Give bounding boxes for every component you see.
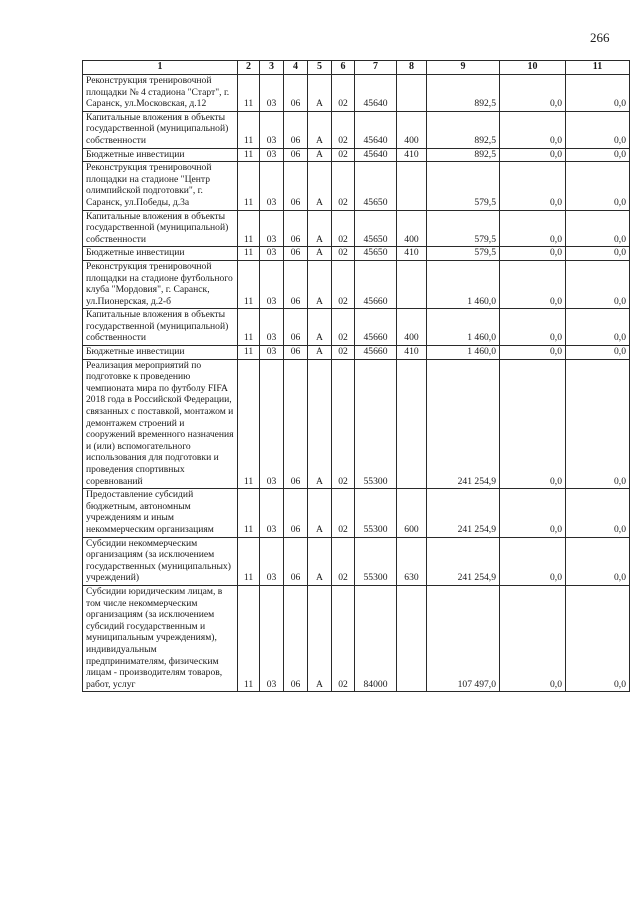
row-description: Реконструкция тренировочной площадки на стадионе футбольного клуба "Мордовия", г. Саранск, ул.Пионерская, д.2-б — [83, 260, 238, 308]
col-2-code: 11 — [238, 585, 260, 691]
table-row — [83, 489, 630, 537]
row-description: Реализация мероприятий по подготовке к проведению чемпионата мира по футболу FIFA 2018 года в Российской Федерации, связанных с поставкой, монтажом и демонтажем строений и сооружений временного назначения и (или) вспомогательного использования для подготовки и проведения спортивных соревнований — [83, 359, 238, 489]
col-11-amount: 0,0 — [566, 489, 630, 537]
col-5-code: А — [308, 111, 332, 148]
col-11-amount: 0,0 — [566, 346, 630, 360]
col-5-code: А — [308, 210, 332, 247]
col-9-amount: 892,5 — [427, 148, 500, 162]
row-description: Предоставление субсидий бюджетным, автономным учреждениям и иным некоммерческим организациям — [83, 489, 238, 537]
col-2-code: 11 — [238, 346, 260, 360]
col-3-code: 03 — [260, 359, 284, 489]
col-8-code: 410 — [397, 346, 427, 360]
col-7-code: 45640 — [355, 75, 397, 112]
table-row — [83, 359, 630, 489]
col-2-code: 11 — [238, 210, 260, 247]
col-7-code: 84000 — [355, 585, 397, 691]
col-8-code: 600 — [397, 489, 427, 537]
table-row — [83, 75, 630, 112]
col-9-amount: 1 460,0 — [427, 346, 500, 360]
col-4-code: 06 — [284, 537, 308, 585]
col-8-code — [397, 359, 427, 489]
col-6-code: 02 — [332, 359, 355, 489]
col-4-code: 06 — [284, 210, 308, 247]
table-row — [83, 210, 630, 247]
col-2-code: 11 — [238, 75, 260, 112]
col-10-amount: 0,0 — [500, 210, 566, 247]
col-9-amount: 241 254,9 — [427, 537, 500, 585]
col-9-amount: 107 497,0 — [427, 585, 500, 691]
col-11-amount: 0,0 — [566, 210, 630, 247]
col-8-code: 400 — [397, 210, 427, 247]
row-description: Капитальные вложения в объекты государственной (муниципальной) собственности — [83, 111, 238, 148]
col-5-code: А — [308, 585, 332, 691]
col-7-code: 45650 — [355, 162, 397, 210]
col-6-code: 02 — [332, 260, 355, 308]
column-header: 7 — [355, 61, 397, 75]
col-5-code: А — [308, 148, 332, 162]
col-4-code: 06 — [284, 359, 308, 489]
col-3-code: 03 — [260, 537, 284, 585]
col-10-amount: 0,0 — [500, 309, 566, 346]
table-row — [83, 260, 630, 308]
col-4-code: 06 — [284, 247, 308, 261]
column-header: 8 — [397, 61, 427, 75]
col-8-code: 400 — [397, 111, 427, 148]
col-11-amount: 0,0 — [566, 260, 630, 308]
col-11-amount: 0,0 — [566, 75, 630, 112]
col-6-code: 02 — [332, 585, 355, 691]
table-row — [83, 537, 630, 585]
col-10-amount: 0,0 — [500, 489, 566, 537]
col-2-code: 11 — [238, 111, 260, 148]
col-6-code: 02 — [332, 247, 355, 261]
col-6-code: 02 — [332, 148, 355, 162]
col-10-amount: 0,0 — [500, 75, 566, 112]
row-description: Реконструкция тренировочной площадки № 4 стадиона "Старт", г. Саранск, ул.Московская, д.12 — [83, 75, 238, 112]
col-2-code: 11 — [238, 359, 260, 489]
col-11-amount: 0,0 — [566, 359, 630, 489]
table-row — [83, 111, 630, 148]
col-5-code: А — [308, 359, 332, 489]
col-2-code: 11 — [238, 309, 260, 346]
column-header: 10 — [500, 61, 566, 75]
col-11-amount: 0,0 — [566, 162, 630, 210]
col-9-amount: 1 460,0 — [427, 309, 500, 346]
row-description: Бюджетные инвестиции — [83, 346, 238, 360]
col-9-amount: 579,5 — [427, 162, 500, 210]
col-9-amount: 892,5 — [427, 75, 500, 112]
col-11-amount: 0,0 — [566, 247, 630, 261]
col-8-code — [397, 585, 427, 691]
column-header: 5 — [308, 61, 332, 75]
row-description: Субсидии юридическим лицам, в том числе некоммерческим организациям (за исключением субсидий государственным и муниципальным учреждениям), индивидуальным предпринимателям, физическим лицам - производителям товаров, работ, услуг — [83, 585, 238, 691]
table-row — [83, 346, 630, 360]
col-11-amount: 0,0 — [566, 148, 630, 162]
col-2-code: 11 — [238, 162, 260, 210]
col-9-amount: 1 460,0 — [427, 260, 500, 308]
col-10-amount: 0,0 — [500, 346, 566, 360]
col-8-code — [397, 260, 427, 308]
col-3-code: 03 — [260, 585, 284, 691]
table-header-row — [83, 61, 630, 75]
col-3-code: 03 — [260, 260, 284, 308]
col-4-code: 06 — [284, 260, 308, 308]
col-5-code: А — [308, 309, 332, 346]
table-row — [83, 309, 630, 346]
table-row — [83, 585, 630, 691]
col-3-code: 03 — [260, 346, 284, 360]
column-header: 3 — [260, 61, 284, 75]
col-7-code: 45640 — [355, 148, 397, 162]
col-5-code: А — [308, 537, 332, 585]
column-header: 4 — [284, 61, 308, 75]
col-4-code: 06 — [284, 162, 308, 210]
table-row — [83, 247, 630, 261]
row-description: Капитальные вложения в объекты государственной (муниципальной) собственности — [83, 210, 238, 247]
table-row — [83, 148, 630, 162]
col-5-code: А — [308, 162, 332, 210]
column-header: 11 — [566, 61, 630, 75]
column-header: 9 — [427, 61, 500, 75]
col-8-code — [397, 75, 427, 112]
table-row — [83, 162, 630, 210]
col-9-amount: 579,5 — [427, 210, 500, 247]
col-4-code: 06 — [284, 585, 308, 691]
col-7-code: 55300 — [355, 359, 397, 489]
col-2-code: 11 — [238, 247, 260, 261]
column-header: 6 — [332, 61, 355, 75]
col-3-code: 03 — [260, 75, 284, 112]
column-header: 1 — [83, 61, 238, 75]
col-11-amount: 0,0 — [566, 585, 630, 691]
col-10-amount: 0,0 — [500, 111, 566, 148]
col-6-code: 02 — [332, 75, 355, 112]
col-2-code: 11 — [238, 537, 260, 585]
col-5-code: А — [308, 346, 332, 360]
col-2-code: 11 — [238, 260, 260, 308]
row-description: Бюджетные инвестиции — [83, 148, 238, 162]
col-3-code: 03 — [260, 489, 284, 537]
row-description: Капитальные вложения в объекты государственной (муниципальной) собственности — [83, 309, 238, 346]
col-3-code: 03 — [260, 111, 284, 148]
col-10-amount: 0,0 — [500, 585, 566, 691]
col-8-code: 410 — [397, 247, 427, 261]
row-description: Бюджетные инвестиции — [83, 247, 238, 261]
col-3-code: 03 — [260, 148, 284, 162]
col-10-amount: 0,0 — [500, 148, 566, 162]
col-3-code: 03 — [260, 162, 284, 210]
col-10-amount: 0,0 — [500, 162, 566, 210]
col-10-amount: 0,0 — [500, 260, 566, 308]
col-8-code — [397, 162, 427, 210]
col-7-code: 45660 — [355, 260, 397, 308]
col-9-amount: 241 254,9 — [427, 489, 500, 537]
col-6-code: 02 — [332, 537, 355, 585]
col-8-code: 400 — [397, 309, 427, 346]
col-7-code: 45640 — [355, 111, 397, 148]
col-7-code: 45660 — [355, 346, 397, 360]
col-11-amount: 0,0 — [566, 111, 630, 148]
col-4-code: 06 — [284, 111, 308, 148]
col-4-code: 06 — [284, 309, 308, 346]
col-4-code: 06 — [284, 489, 308, 537]
col-7-code: 55300 — [355, 489, 397, 537]
col-4-code: 06 — [284, 148, 308, 162]
col-10-amount: 0,0 — [500, 359, 566, 489]
col-6-code: 02 — [332, 210, 355, 247]
budget-table — [82, 60, 630, 692]
col-9-amount: 241 254,9 — [427, 359, 500, 489]
col-9-amount: 892,5 — [427, 111, 500, 148]
col-2-code: 11 — [238, 489, 260, 537]
col-10-amount: 0,0 — [500, 247, 566, 261]
col-5-code: А — [308, 247, 332, 261]
col-3-code: 03 — [260, 309, 284, 346]
col-6-code: 02 — [332, 309, 355, 346]
col-3-code: 03 — [260, 247, 284, 261]
col-4-code: 06 — [284, 346, 308, 360]
column-header: 2 — [238, 61, 260, 75]
col-5-code: А — [308, 75, 332, 112]
col-7-code: 45660 — [355, 309, 397, 346]
col-6-code: 02 — [332, 489, 355, 537]
col-7-code: 45650 — [355, 210, 397, 247]
col-4-code: 06 — [284, 75, 308, 112]
col-9-amount: 579,5 — [427, 247, 500, 261]
col-11-amount: 0,0 — [566, 537, 630, 585]
col-10-amount: 0,0 — [500, 537, 566, 585]
col-7-code: 55300 — [355, 537, 397, 585]
col-6-code: 02 — [332, 346, 355, 360]
col-7-code: 45650 — [355, 247, 397, 261]
col-2-code: 11 — [238, 148, 260, 162]
col-8-code: 630 — [397, 537, 427, 585]
col-3-code: 03 — [260, 210, 284, 247]
page-number: 266 — [590, 30, 610, 45]
row-description: Реконструкция тренировочной площадки на стадионе "Центр олимпийской подготовки", г. Саранск, ул.Победы, д.3а — [83, 162, 238, 210]
row-description: Субсидии некоммерческим организациям (за исключением государственных (муниципальных) учреждений) — [83, 537, 238, 585]
col-11-amount: 0,0 — [566, 309, 630, 346]
col-6-code: 02 — [332, 162, 355, 210]
col-6-code: 02 — [332, 111, 355, 148]
col-5-code: А — [308, 260, 332, 308]
col-5-code: А — [308, 489, 332, 537]
col-8-code: 410 — [397, 148, 427, 162]
